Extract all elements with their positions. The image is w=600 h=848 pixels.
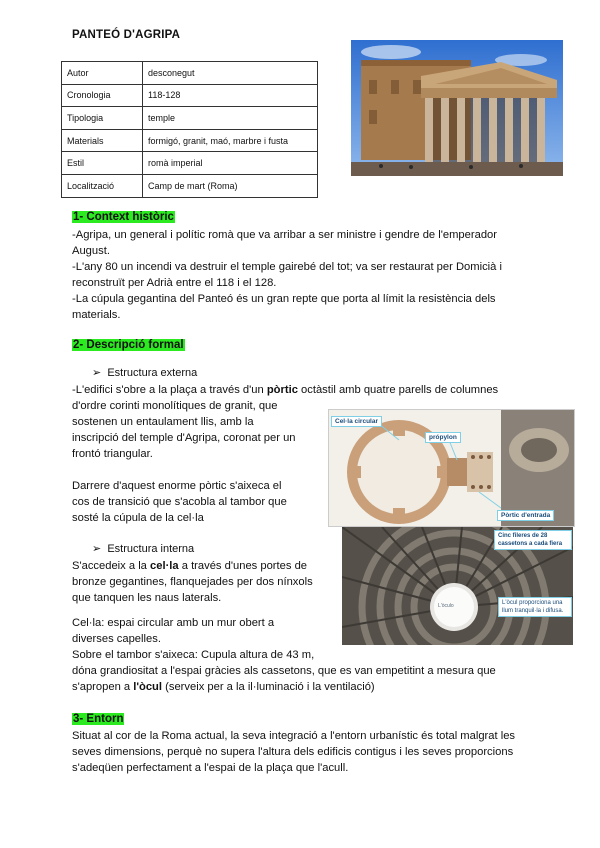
text-line: reconstruït per Adrià entre el 118 i el 128. bbox=[72, 277, 277, 289]
table-row bbox=[62, 152, 318, 175]
table-value: temple bbox=[143, 107, 318, 130]
text-line: -La cúpula gegantina del Panteó és un gran repte que porta al límit la resistència dels bbox=[72, 293, 496, 305]
cella-paragraph bbox=[72, 615, 552, 695]
text-line: -L'edifici s'obre a la plaça a través d'un pòrtic octàstil amb quatre parells de columnes bbox=[72, 384, 499, 396]
table-row bbox=[62, 84, 318, 107]
internal-structure-title: ➢ Estructura interna bbox=[92, 543, 195, 555]
label-propylon: própylon bbox=[425, 432, 461, 443]
text-line: frontó triangular. bbox=[72, 448, 153, 460]
table-value: 118-128 bbox=[143, 84, 318, 107]
entorn-paragraph bbox=[72, 728, 562, 776]
label-cella: Cel·la circular bbox=[331, 416, 382, 427]
text-line: dóna grandiositat a l'espai gràcies als cassetons, que es van empetitint a mesura que bbox=[72, 665, 496, 677]
text-line: sostenen un entaulament llis, amb la bbox=[72, 416, 254, 428]
info-table bbox=[61, 61, 318, 198]
text-line: S'accedeix a la cel·la a través d'unes portes de bbox=[72, 560, 308, 572]
text-line: materials. bbox=[72, 309, 121, 321]
internal-paragraph bbox=[72, 558, 342, 606]
table-key: Tipologia bbox=[62, 107, 143, 130]
text-line: Situat al cor de la Roma actual, la seva integració a l'entorn urbanístic és total malgrat les bbox=[72, 730, 516, 742]
text-line: diverses capelles. bbox=[72, 633, 161, 645]
text-line: sosté la cúpula de la cel·la bbox=[72, 512, 204, 524]
table-value: romà imperial bbox=[143, 152, 318, 175]
text-line: d'ordre corinti monolítiques de granit, que bbox=[72, 400, 278, 412]
label-portic: Pòrtic d'entrada bbox=[497, 510, 554, 521]
table-row bbox=[62, 62, 318, 85]
entorn-heading-text: 3- Entorn bbox=[73, 713, 124, 725]
text-line: s'adeqüen perfectament a l'espai de la plaça que l'acull. bbox=[72, 762, 349, 774]
label-oculus-small: L'òculo bbox=[438, 603, 454, 609]
arrow-bullet-icon: ➢ bbox=[92, 367, 102, 379]
text-line: Sobre el tambor s'aixeca: Cupula altura de 43 m, bbox=[72, 649, 315, 661]
table-row bbox=[62, 107, 318, 130]
table-value: Camp de mart (Roma) bbox=[143, 174, 318, 197]
formal-heading-text: 2- Descripció formal bbox=[73, 339, 184, 351]
text-line: inscripció del temple d'Agripa, coronat per un bbox=[72, 432, 296, 444]
context-paragraph bbox=[72, 227, 552, 323]
table-row bbox=[62, 129, 318, 152]
table-key: Autor bbox=[62, 62, 143, 85]
text-line: cos de transició que s'acobla al tambor que bbox=[72, 496, 287, 508]
text-line: seves dimensions, perquè no supera l'altura dels edificis contigus i les seves proporcions bbox=[72, 746, 514, 758]
table-value: formigó, granit, maó, marbre i fusta bbox=[143, 129, 318, 152]
text-line: s'apropen a l'òcul (serveix per a la il·luminació i la ventilació) bbox=[72, 681, 375, 693]
table-row bbox=[62, 174, 318, 197]
text-line: Darrere d'aquest enorme pòrtic s'aixeca el bbox=[72, 480, 282, 492]
arrow-bullet-icon: ➢ bbox=[92, 543, 102, 555]
plan-figure bbox=[328, 409, 575, 527]
section-heading-formal bbox=[72, 339, 185, 351]
table-key: Estil bbox=[62, 152, 143, 175]
text-line: que tanquen les naus laterals. bbox=[72, 592, 222, 604]
label-oculus: L'òcul proporciona una llum tranquil·la i difusa. bbox=[498, 597, 572, 617]
text-line: Cel·la: espai circular amb un mur obert a bbox=[72, 617, 275, 629]
text-line: August. bbox=[72, 245, 110, 257]
pantheon-photo bbox=[351, 40, 563, 176]
section-heading-entorn bbox=[72, 713, 124, 725]
text-line: -Agripa, un general i polític romà que va arribar a ser ministre i gendre de l'emperador bbox=[72, 229, 497, 241]
text-line: bronze gegantines, flanquejades per dos nínxols bbox=[72, 576, 313, 588]
table-key: Cronologia bbox=[62, 84, 143, 107]
external-paragraph-2 bbox=[72, 478, 322, 526]
text-line: -L'any 80 un incendi va destruir el temple gairebé del tot; va ser restaurat per Domicià i bbox=[72, 261, 502, 273]
label-rows: Cinc fileres de 28 cassetons a cada fiera bbox=[494, 530, 572, 550]
external-structure-title: ➢ Estructura externa bbox=[92, 367, 198, 379]
table-key: Materials bbox=[62, 129, 143, 152]
table-key: Localització bbox=[62, 174, 143, 197]
page-title: PANTEÓ D'AGRIPA bbox=[72, 29, 181, 41]
context-heading-text: 1- Context històric bbox=[73, 211, 174, 223]
table-value: desconegut bbox=[143, 62, 318, 85]
section-heading-context bbox=[72, 211, 175, 223]
